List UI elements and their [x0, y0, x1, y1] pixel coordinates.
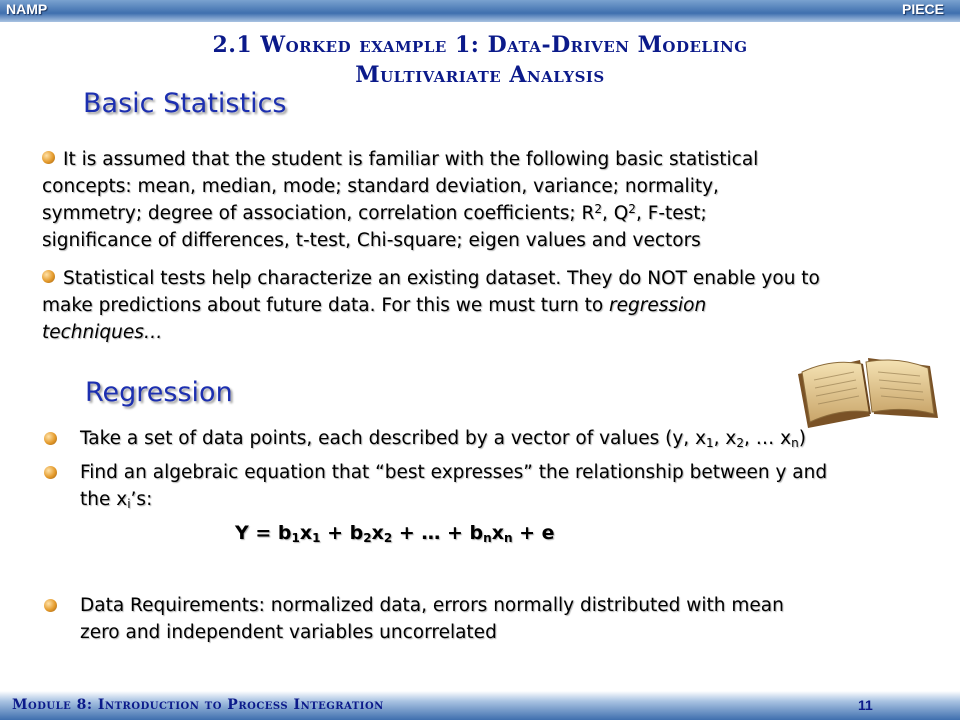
heading-basic-statistics: Basic Statistics: [83, 88, 287, 119]
bullet-icon: [42, 270, 55, 283]
header-right-label: PIECE: [901, 1, 944, 17]
bullet-assumed-concepts: It is assumed that the student is familiar with the following basic statistical concepts: mean, median, mode; standard deviation, variance; normality, symmetry; degree of association, correlation coefficients; $R^2$, $Q^2$, F-test; significance of differences, t-test, Chi-square; eigen values and vectors: [42, 149, 759, 251]
page-number: 11: [858, 697, 873, 713]
bullet-icon: [44, 466, 57, 479]
bullet-algebraic-equation: Find an algebraic equation that “best expresses” the relationship between y and the $x_i’s$:: [44, 459, 934, 513]
slide-title: [0, 30, 960, 90]
bullet-data-points: Take a set of data points, each described by a vector of values (y, $x_1$, $x_2$, … $x_n$): [44, 425, 934, 452]
title-line-1: 2.1 Worked example 1: Data-Driven Modeling: [212, 32, 748, 58]
bullet-statistical-tests: Statistical tests help characterize an existing dataset. They do NOT enable you to make predictions about future data. For this we must turn to regression techniques…: [42, 268, 820, 343]
open-book-icon: [790, 352, 940, 432]
heading-regression: Regression: [85, 377, 233, 408]
regression-equation: $Y = b_1x_1 + b_2x_2$ + … + $b_nx_n + e$: [235, 522, 555, 545]
bullet-icon: [42, 151, 55, 164]
bullet-data-requirements: Data Requirements: normalized data, errors normally distributed with mean zero and independent variables uncorrelated: [44, 592, 934, 646]
header-left-label: NAMP: [6, 1, 48, 17]
title-line-2: Multivariate Analysis: [355, 62, 605, 88]
bullet-icon: [44, 599, 57, 612]
bullet-icon: [44, 432, 57, 445]
top-bar: [0, 0, 960, 22]
footer-module-title: Module 8: Introduction to Process Integration: [12, 697, 384, 713]
